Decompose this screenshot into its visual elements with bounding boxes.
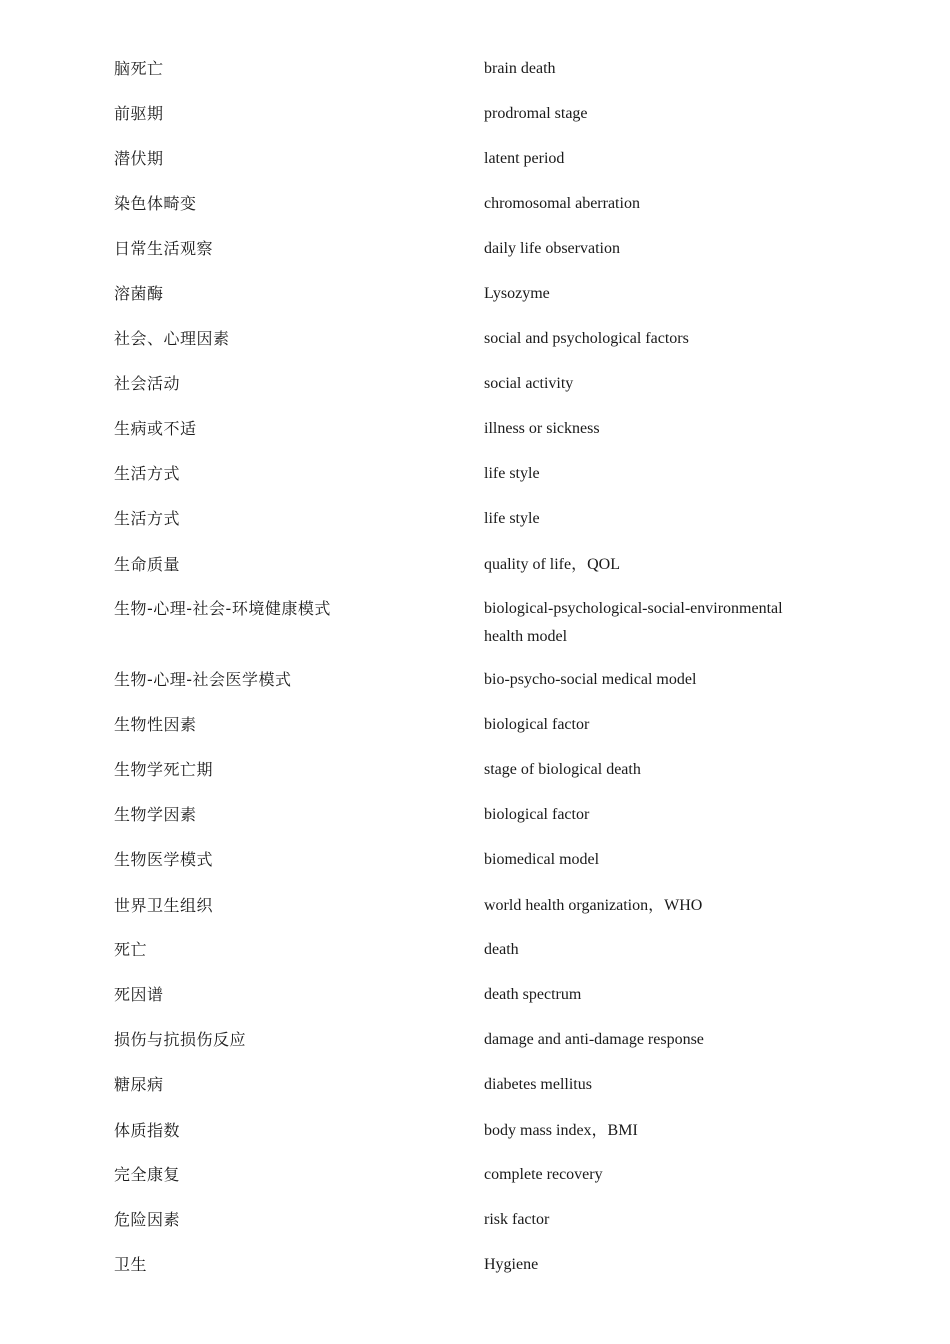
english-term: complete recovery xyxy=(484,1166,603,1183)
chinese-term: 染色体畸变 xyxy=(114,194,197,213)
english-term: biomedical model xyxy=(484,851,600,868)
english-term: risk factor xyxy=(484,1211,550,1228)
chinese-term: 糖尿病 xyxy=(114,1075,164,1094)
chinese-term: 死因谱 xyxy=(114,985,164,1004)
english-term: quality of life，QOL xyxy=(484,556,620,573)
chinese-term: 社会、心理因素 xyxy=(114,329,230,348)
chinese-term: 潜伏期 xyxy=(114,149,164,168)
chinese-term: 溶菌酶 xyxy=(114,284,164,303)
chinese-term: 社会活动 xyxy=(114,374,181,393)
english-term: social and psychological factors xyxy=(484,330,689,347)
english-term: damage and anti-damage response xyxy=(484,1031,704,1048)
english-term: stage of biological death xyxy=(484,761,641,778)
chinese-term: 危险因素 xyxy=(114,1210,181,1229)
english-term: biological factor xyxy=(484,716,590,733)
english-term: death spectrum xyxy=(484,986,582,1003)
chinese-term: 损伤与抗损伤反应 xyxy=(114,1030,247,1049)
english-term: daily life observation xyxy=(484,240,620,257)
chinese-term: 完全康复 xyxy=(114,1165,181,1184)
chinese-term: 生活方式 xyxy=(114,509,181,528)
english-term: latent period xyxy=(484,150,565,167)
english-term: Hygiene xyxy=(484,1256,539,1273)
english-term: death xyxy=(484,941,519,958)
english-term: life style xyxy=(484,510,540,527)
english-term: chromosomal aberration xyxy=(484,195,640,212)
chinese-term: 生命质量 xyxy=(114,555,181,574)
chinese-term: 卫生 xyxy=(114,1255,148,1274)
chinese-term: 生物-心理-社会-环境健康模式 xyxy=(114,599,331,618)
chinese-term: 死亡 xyxy=(114,940,148,959)
english-term: world health organization，WHO xyxy=(484,897,703,914)
chinese-term: 生物医学模式 xyxy=(114,850,214,869)
chinese-term: 生物学死亡期 xyxy=(114,760,214,779)
english-term: social activity xyxy=(484,375,574,392)
english-term: bio-psycho-social medical model xyxy=(484,671,697,688)
chinese-term: 前驱期 xyxy=(114,104,164,123)
english-term: biological factor xyxy=(484,806,590,823)
english-term: brain death xyxy=(484,60,556,77)
english-term: diabetes mellitus xyxy=(484,1076,592,1093)
chinese-term: 生活方式 xyxy=(114,464,181,483)
chinese-term: 生物-心理-社会医学模式 xyxy=(114,670,292,689)
english-term: body mass index，BMI xyxy=(484,1122,638,1139)
chinese-term: 体质指数 xyxy=(114,1121,181,1140)
english-term: illness or sickness xyxy=(484,420,600,437)
english-term: life style xyxy=(484,465,540,482)
chinese-term: 生病或不适 xyxy=(114,419,197,438)
chinese-term: 生物性因素 xyxy=(114,715,197,734)
chinese-term: 世界卫生组织 xyxy=(114,896,214,915)
chinese-term: 脑死亡 xyxy=(114,59,164,78)
chinese-term: 生物学因素 xyxy=(114,805,197,824)
chinese-term: 日常生活观察 xyxy=(114,239,214,258)
english-term: biological-psychological-social-environmental health model xyxy=(484,600,783,645)
english-term: Lysozyme xyxy=(484,285,550,302)
english-term: prodromal stage xyxy=(484,105,588,122)
